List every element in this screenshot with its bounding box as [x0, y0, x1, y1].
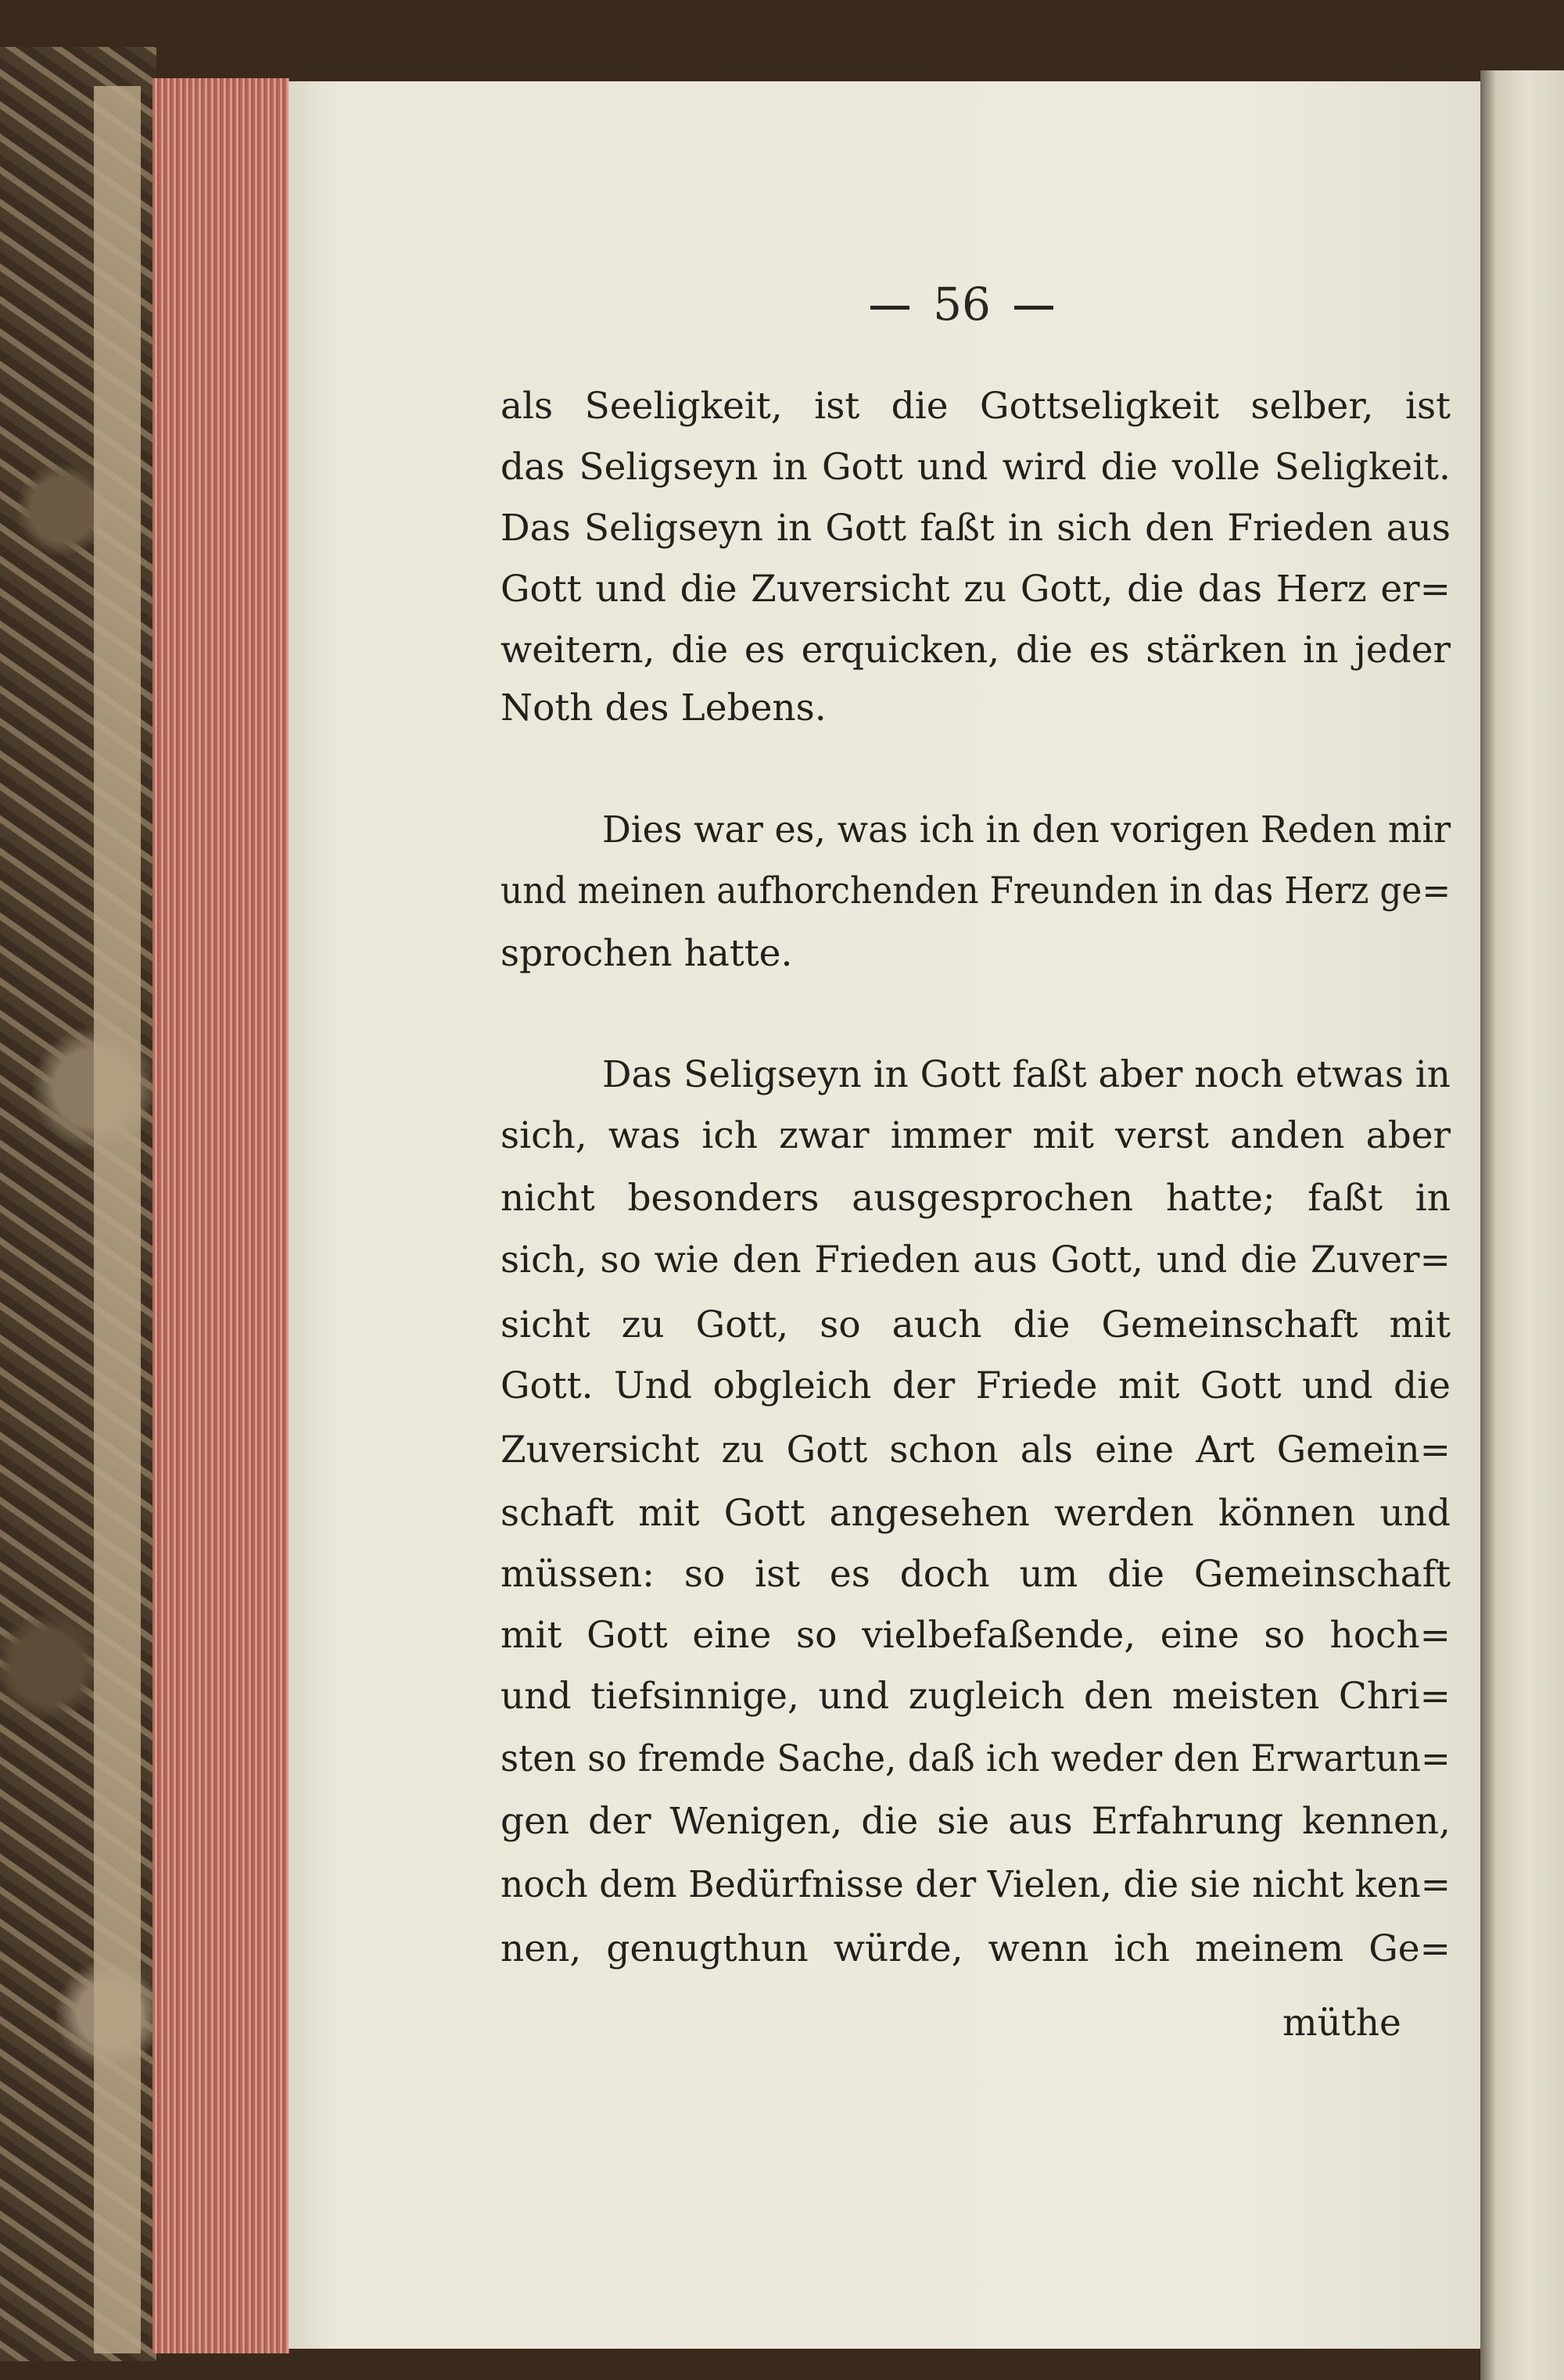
- text-line: sicht zu Gott, so auch die Gemeinschaft mit: [500, 1303, 1451, 1346]
- text-line: gen der Wenigen, die sie aus Erfahrung kennen,: [500, 1800, 1451, 1843]
- text-line: noch dem Bedürfnisse der Vielen, die sie nicht ken=: [500, 1863, 1451, 1906]
- text-line: Zuversicht zu Gott schon als eine Art Gemein=: [500, 1428, 1451, 1471]
- catchword: müthe: [1282, 2002, 1401, 2045]
- text-line: und tiefsinnige, und zugleich den meisten Chri=: [500, 1675, 1451, 1718]
- red-page-edges: [152, 78, 289, 2353]
- text-line: schaft mit Gott angesehen werden können und: [500, 1492, 1451, 1535]
- text-line: Gott und die Zuversicht zu Gott, die das Herz er=: [500, 568, 1451, 611]
- text-line: sten so fremde Sache, daß ich weder den Erwartun=: [500, 1737, 1451, 1780]
- text-line: Das Seligseyn in Gott faßt aber noch etwas in: [602, 1053, 1451, 1096]
- text-line: Gott. Und obgleich der Friede mit Gott und die: [500, 1364, 1451, 1407]
- text-line: und meinen aufhorchenden Freunden in das Herz ge=: [500, 869, 1451, 912]
- text-line: Dies war es, was ich in den vorigen Reden mir: [602, 808, 1451, 851]
- text-line: Das Seligseyn in Gott faßt in sich den Frieden aus: [500, 507, 1451, 550]
- cover-board-edge: [94, 86, 141, 2353]
- page-number: [845, 278, 1079, 331]
- text-line: sich, so wie den Frieden aus Gott, und die Zuver=: [500, 1238, 1451, 1281]
- facing-page-edge: [1480, 70, 1564, 2380]
- text-line: als Seeligkeit, ist die Gottseligkeit selber, ist: [500, 385, 1451, 428]
- text-line: das Seligseyn in Gott und wird die volle Seligkeit.: [500, 446, 1451, 489]
- text-line: sich, was ich zwar immer mit verst anden aber: [500, 1114, 1451, 1157]
- text-line: müssen: so ist es doch um die Gemeinschaft: [500, 1553, 1451, 1596]
- text-line: mit Gott eine so vielbefaßende, eine so hoch=: [500, 1614, 1451, 1657]
- dash-right: [1014, 306, 1053, 310]
- dash-left: [870, 306, 909, 310]
- text-line: weitern, die es erquicken, die es stärken in jeder: [500, 629, 1451, 672]
- page-number-text: 56: [933, 278, 991, 331]
- text-line: nen, genugthun würde, wenn ich meinem Ge=: [500, 1927, 1451, 1970]
- text-line: nicht besonders ausgesprochen hatte; faßt in: [500, 1177, 1451, 1220]
- text-line: Noth des Lebens.: [500, 686, 827, 729]
- text-line: sprochen hatte.: [500, 932, 793, 975]
